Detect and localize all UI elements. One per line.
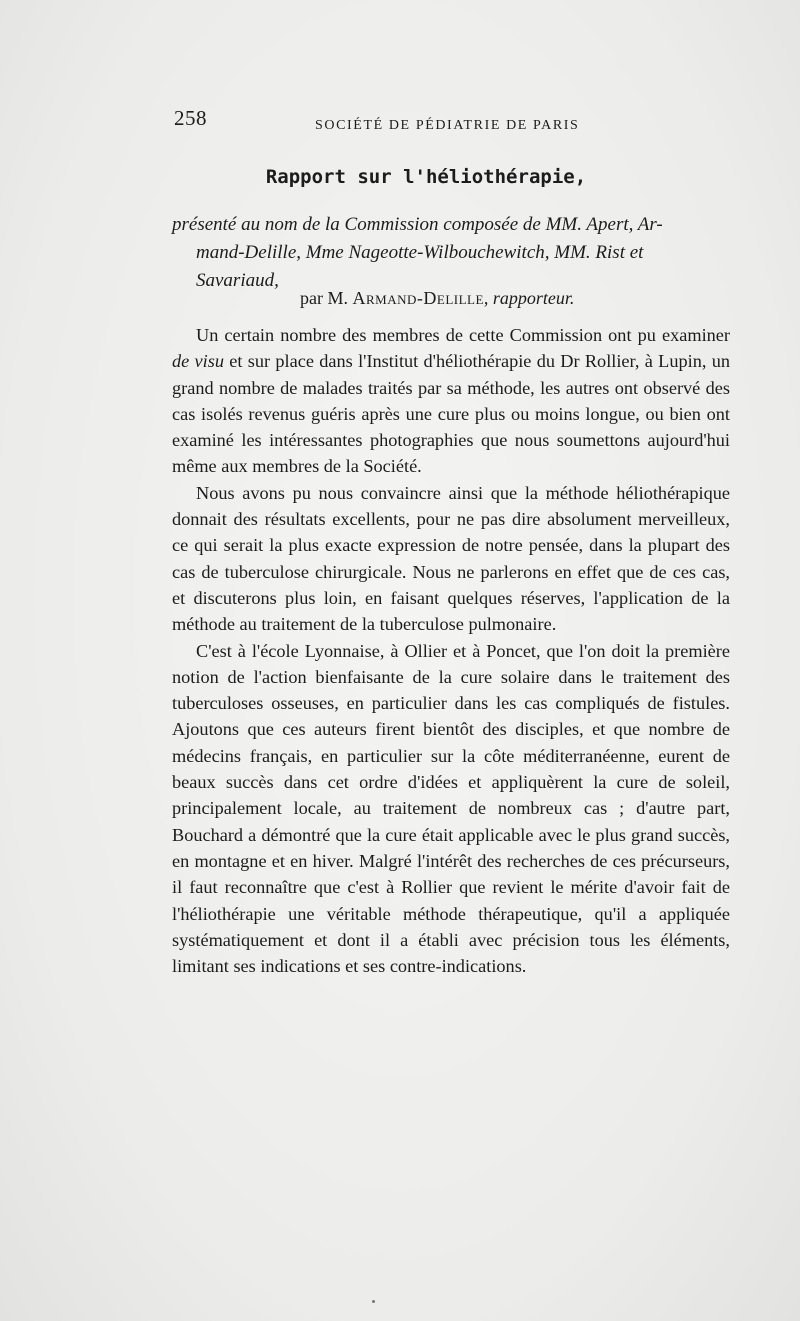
- article-subtitle: [172, 211, 732, 295]
- subtitle-line: présenté au nom de la Commission composée de MM. Apert, Ar-: [172, 214, 663, 235]
- subtitle-line: Savariaud,: [196, 270, 279, 291]
- byline: [300, 288, 574, 309]
- article-title: Rapport sur l'héliothérapie,: [265, 166, 587, 188]
- running-head: SOCIÉTÉ DE PÉDIATRIE DE PARIS: [315, 118, 580, 133]
- paragraph-1: [172, 322, 730, 480]
- byline-prefix: par M.: [300, 288, 353, 308]
- paragraph-1-start: Un certain nombre des membres de cette Commission ont pu examiner: [196, 325, 730, 345]
- subtitle-line: mand-Delille, Mme Nageotte-Wilbouchewitch, MM. Rist et: [196, 242, 644, 263]
- byline-separator: ,: [483, 288, 493, 308]
- paragraph-2: Nous avons pu nous convaincre ainsi que la méthode héliothérapique donnait des résultats excellents, pour ne pas dire absolument merveilleux, ce qui serait la plus exacte expression de notre pensée, dans la plupart des cas de tuberculose chirurgicale. Nous ne parlerons en effet que de ces cas, et discuterons plus loin, en faisant quelques réserves, l'application de la méthode au traitement de la tuberculose pulmonaire.: [172, 482, 730, 635]
- paper-speck: [372, 1300, 375, 1303]
- page-number: 258: [174, 106, 207, 130]
- paragraph-1-end: et sur place dans l'Institut d'héliothérapie du Dr Rollier, à Lupin, un grand nombre de malades traités par sa méthode, les autres ont observé des cas isolés revenus guéris après une cure plus ou moins longue, ou bien ont examiné les intéressantes photographies que nous soumettons aujourd'hui même aux membres de la Société.: [172, 351, 730, 477]
- article-body: [172, 322, 730, 979]
- author-name: Armand-Delille: [352, 288, 484, 308]
- author-role: rapporteur.: [492, 288, 575, 308]
- italic-phrase: de visu: [172, 351, 224, 372]
- paragraph-3: C'est à l'école Lyonnaise, à Ollier et à Poncet, que l'on doit la première notion de l'action bienfaisante de la cure solaire dans le traitement des tuberculoses osseuses, en particulier dans les cas compliqués de fistules. Ajoutons que ces auteurs firent bientôt des disciples, et que nombre de médecins français, en particulier sur la côte méditerranéenne, eurent de beaux succès dans cet ordre d'idées et appliquèrent la cure de soleil, principalement locale, au traitement de nombreux cas ; d'autre part, Bouchard a démontré que la cure était applicable avec le plus grand succès, en montagne et en hiver. Malgré l'intérêt des recherches de ces précurseurs, il faut reconnaître que c'est à Rollier que revient le mérite d'avoir fait de l'héliothérapie une véritable méthode thérapeutique, qu'il a appliquée systématiquement et dont il a établi avec précision tous les éléments, limitant ses indications et ses contre-indications.: [172, 640, 730, 977]
